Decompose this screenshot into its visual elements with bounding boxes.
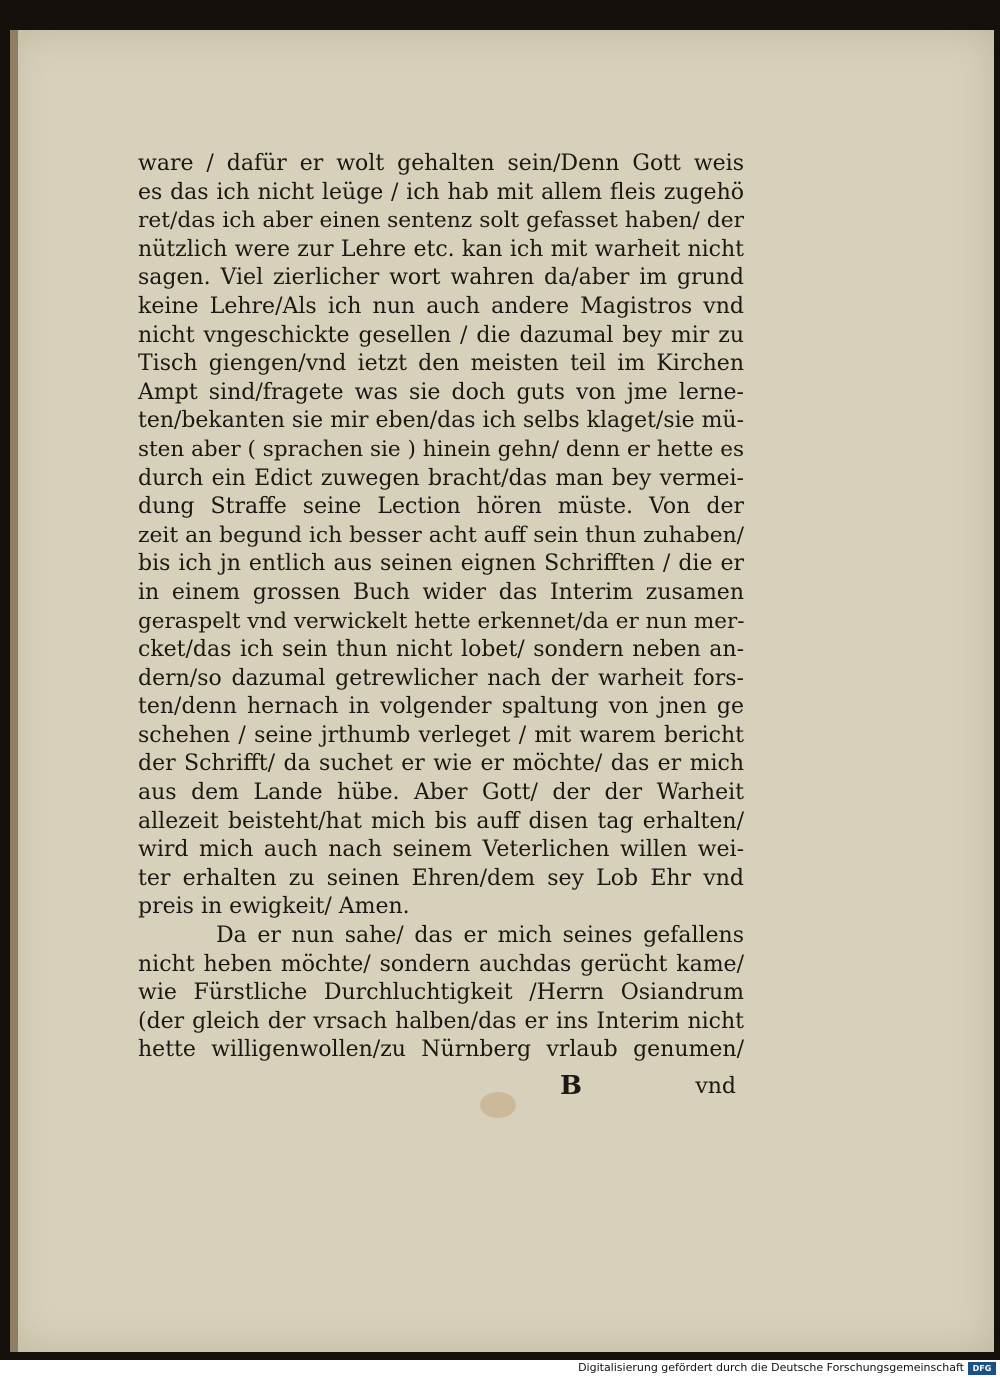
text-line: bis ich jn entlich aus seinen eignen Schrifften / die er xyxy=(138,551,744,577)
text-line: aus dem Lande hübe. Aber Gott/ der der Warheit xyxy=(138,780,744,806)
page-binding-edge xyxy=(10,30,18,1352)
page-text xyxy=(138,150,744,1065)
text-line: nicht heben möchte/ sondern auchdas gerücht kame/ xyxy=(138,951,744,977)
text-line: (der gleich der vrsach halben/das er ins Interim nicht xyxy=(138,1008,744,1034)
text-line: zeit an begund ich besser acht auff sein thun zuhaben/ xyxy=(138,522,744,548)
signature-mark: B xyxy=(560,1071,582,1101)
text-line: sten aber ( sprachen sie ) hinein gehn/ denn er hette es xyxy=(138,436,744,462)
funding-credit: Digitalisierung gefördert durch die Deutsche Forschungsgemeinschaft xyxy=(578,1361,964,1374)
text-line: ret/das ich aber einen sentenz solt gefasset haben/ der xyxy=(138,208,744,234)
text-line: hette willigenwollen/zu Nürnberg vrlaub genumen/ xyxy=(138,1037,744,1063)
text-line: sagen. Viel zierlicher wort wahren da/aber im grund xyxy=(138,265,744,291)
text-line: Ampt sind/fragete was sie doch guts von jme lerne- xyxy=(138,379,744,405)
text-line: der Schrifft/ da suchet er wie er möchte/ das er mich xyxy=(138,751,744,777)
text-line: ten/bekanten sie mir eben/das ich selbs klaget/sie mü- xyxy=(138,408,744,434)
paragraph-start-line: Da er nun sahe/ das er mich seines gefallens xyxy=(216,923,744,949)
text-line: geraspelt vnd verwickelt hette erkennet/da er nun mer- xyxy=(138,608,745,634)
paper-stain xyxy=(480,1092,516,1118)
text-line: durch ein Edict zuwegen bracht/das man bey vermei- xyxy=(138,465,744,491)
text-line: Tisch giengen/vnd ietzt den meisten teil im Kirchen xyxy=(138,351,744,377)
text-line: ware / dafür er wolt gehalten sein/Denn Gott weis xyxy=(138,151,744,176)
text-line: in einem grossen Buch wider das Interim zusamen xyxy=(138,579,744,605)
text-line: nützlich were zur Lehre etc. kan ich mit warheit nicht xyxy=(138,236,744,262)
text-line: schehen / seine jrthumb verleget / mit warem bericht xyxy=(138,722,744,748)
text-line: dung Straffe seine Lection hören müste. Von der xyxy=(138,494,744,520)
text-line: keine Lehre/Als ich nun auch andere Magistros vnd xyxy=(138,293,744,319)
text-line: ter erhalten zu seinen Ehren/dem sey Lob Ehr vnd xyxy=(138,865,744,891)
dfg-logo-icon: DFG xyxy=(968,1362,996,1375)
text-line: dern/so dazumal getrewlicher nach der warheit fors- xyxy=(138,665,744,691)
text-line: cket/das ich sein thun nicht lobet/ sondern neben an- xyxy=(138,637,744,663)
catchword: vnd xyxy=(695,1074,736,1099)
digitization-footer xyxy=(0,1360,1000,1378)
text-line: allezeit beisteht/hat mich bis auff disen tag erhalten/ xyxy=(138,808,744,834)
text-line: wie Fürstliche Durchluchtigkeit /Herrn Osiandrum xyxy=(138,980,744,1006)
paragraph-end-line: preis in ewigkeit/ Amen. xyxy=(138,894,410,920)
text-line: es das ich nicht leüge / ich hab mit allem fleis zugehö xyxy=(138,179,744,205)
text-line: wird mich auch nach seinem Veterlichen willen wei- xyxy=(138,837,744,863)
text-line: nicht vngeschickte gesellen / die dazumal bey mir zu xyxy=(138,322,744,348)
text-line: ten/denn hernach in volgender spaltung von jnen ge xyxy=(138,694,744,720)
